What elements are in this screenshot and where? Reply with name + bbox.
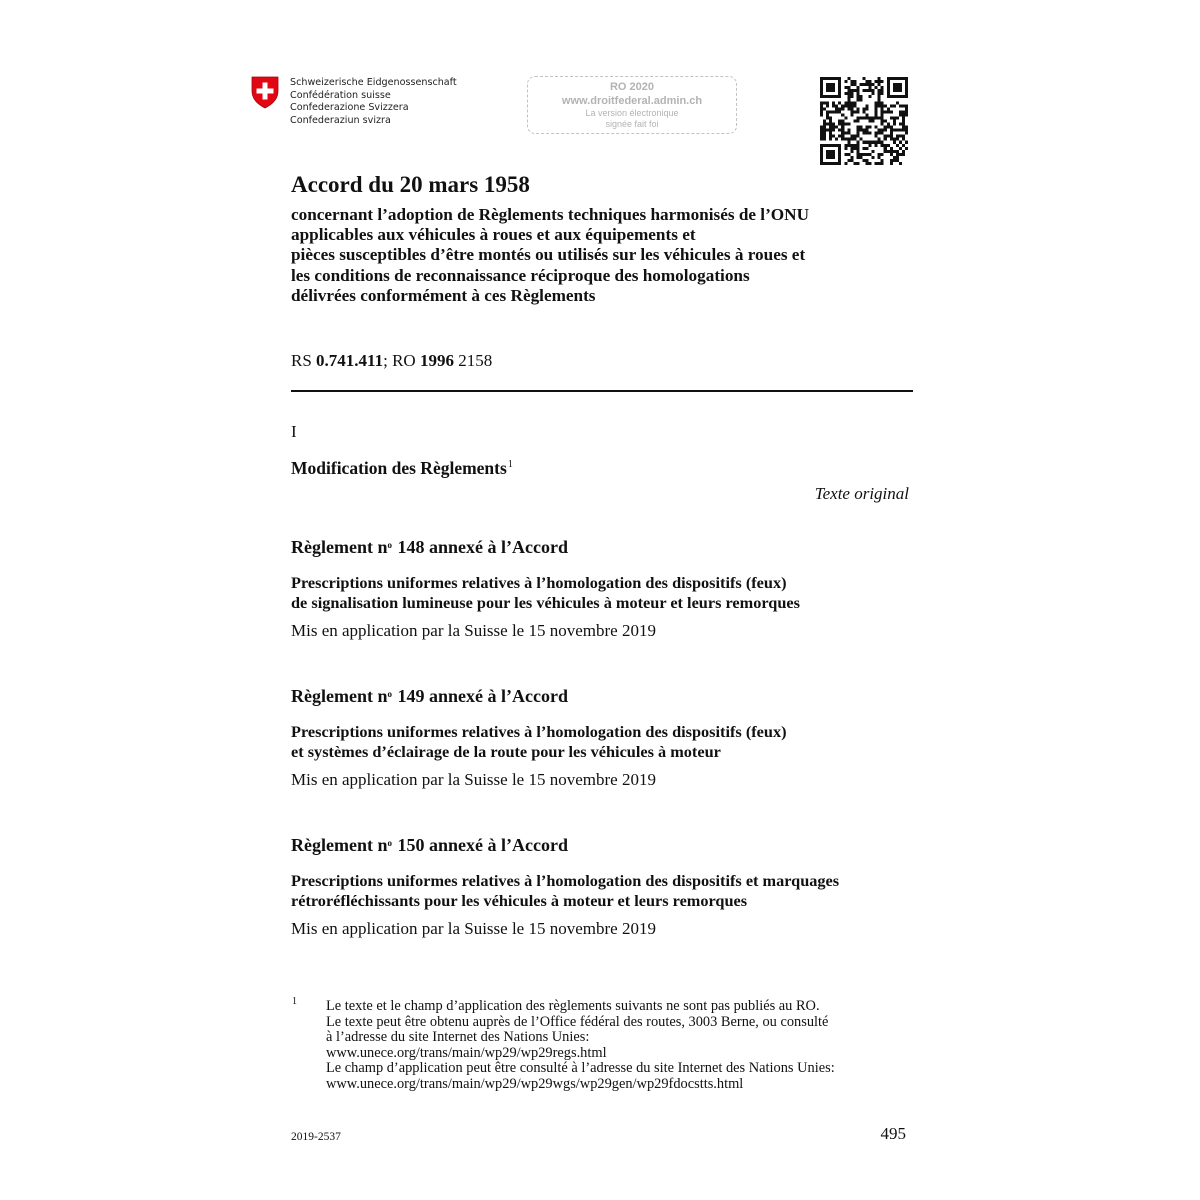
footnote-line: www.unece.org/trans/main/wp29/wp29wgs/wp29gen/wp29fdocstts.html xyxy=(326,1075,744,1092)
subtitle-line: applicables aux véhicules à roues et aux équipements et xyxy=(291,225,696,245)
regulation-suffix: 150 annexé à l’Accord xyxy=(397,835,568,855)
footnote-text xyxy=(326,999,835,1093)
section-heading xyxy=(291,454,513,479)
regulation-heading xyxy=(291,832,568,856)
subtitle-line: délivrées conformément à ces Règlements xyxy=(291,285,596,305)
reference-line xyxy=(291,350,492,372)
stamp-text-1: La version électronique xyxy=(585,108,679,118)
footnote-line: Le champ d’application peut être consulté à l’adresse du site Internet des Nations Unies: xyxy=(326,1060,835,1077)
regulation-description-line: de signalisation lumineuse pour les véhicules à moteur et leurs remorques xyxy=(291,593,800,612)
subtitle-line: pièces susceptibles d’être montés ou utilisés sur les véhicules à roues et xyxy=(291,245,806,265)
regulation-description-line: rétroréfléchissants pour les véhicules à moteur et leurs remorques xyxy=(291,891,748,910)
stamp-url: www.droitfederal.admin.ch xyxy=(561,95,703,107)
regulation-sup: o xyxy=(387,689,392,699)
regulation-heading xyxy=(291,683,568,707)
regulation-prefix: Règlement n xyxy=(291,537,388,557)
rs-label: RS xyxy=(291,351,312,370)
regulation-applied: Mis en application par la Suisse le 15 novembre 2019 xyxy=(291,621,656,640)
footnote-line: à l’adresse du site Internet des Nations Unies: xyxy=(326,1029,590,1046)
footnote-reference: 1 xyxy=(507,459,513,470)
stamp-text-2: signée fait foi xyxy=(605,119,659,129)
footnote-line: www.unece.org/trans/main/wp29/wp29regs.html xyxy=(326,1044,607,1061)
ro-label: RO xyxy=(392,351,416,370)
horizontal-rule xyxy=(291,390,913,392)
regulation-description xyxy=(291,573,800,613)
qr-code-icon xyxy=(820,77,908,165)
subtitle-line: concernant l’adoption de Règlements techniques harmonisés de l’ONU xyxy=(291,205,809,224)
regulation-sup: o xyxy=(387,838,392,848)
ro-page: 2158 xyxy=(458,351,493,370)
document-title: Accord du 20 mars 1958 xyxy=(291,172,530,197)
stamp-ro: RO 2020 xyxy=(609,81,655,93)
electronic-version-stamp xyxy=(527,76,737,134)
regulation-suffix: 149 annexé à l’Accord xyxy=(397,686,568,706)
ro-year: 1996 xyxy=(419,351,454,370)
confederation-names xyxy=(290,77,457,127)
confederation-name-rm: Confederaziun svizra xyxy=(290,114,391,126)
document-subtitle xyxy=(291,205,809,306)
swiss-coat-of-arms-icon xyxy=(251,76,279,109)
regulation-description-line: Prescriptions uniformes relatives à l’homologation des dispositifs (feux) xyxy=(291,573,787,592)
regulation-sup: o xyxy=(387,540,392,550)
regulation-suffix: 148 annexé à l’Accord xyxy=(397,537,568,557)
page-number: 495 xyxy=(880,1124,906,1143)
reference-separator: ; xyxy=(383,351,388,370)
original-text-note: Texte original xyxy=(814,484,909,503)
regulation-heading xyxy=(291,534,568,558)
section-heading-text: Modification des Règlements xyxy=(291,458,507,478)
rs-number: 0.741.411 xyxy=(316,351,384,370)
section-number: I xyxy=(291,422,297,441)
regulation-description-line: et systèmes d’éclairage de la route pour les véhicules à moteur xyxy=(291,742,721,761)
footnote-line: Le texte peut être obtenu auprès de l’Office fédéral des routes, 3003 Berne, ou consulté xyxy=(326,1013,829,1030)
regulation-description xyxy=(291,722,787,762)
regulation-description-line: Prescriptions uniformes relatives à l’homologation des dispositifs (feux) xyxy=(291,722,787,741)
document-number: 2019-2537 xyxy=(291,1131,341,1143)
confederation-name-fr: Confédération suisse xyxy=(290,89,391,101)
confederation-name-it: Confederazione Svizzera xyxy=(290,102,409,114)
confederation-name-de: Schweizerische Eidgenossenschaft xyxy=(290,77,457,88)
regulation-prefix: Règlement n xyxy=(291,686,388,706)
regulation-description xyxy=(291,871,839,911)
regulation-applied: Mis en application par la Suisse le 15 novembre 2019 xyxy=(291,770,656,789)
regulation-description-line: Prescriptions uniformes relatives à l’homologation des dispositifs et marquages xyxy=(291,871,840,890)
footnote-line: Le texte et le champ d’application des règlements suivants ne sont pas publiés au RO. xyxy=(326,998,820,1014)
footnote-number: 1 xyxy=(292,996,297,1007)
regulation-applied: Mis en application par la Suisse le 15 novembre 2019 xyxy=(291,919,656,938)
subtitle-line: les conditions de reconnaissance réciproque des homologations xyxy=(291,265,750,285)
regulation-prefix: Règlement n xyxy=(291,835,388,855)
